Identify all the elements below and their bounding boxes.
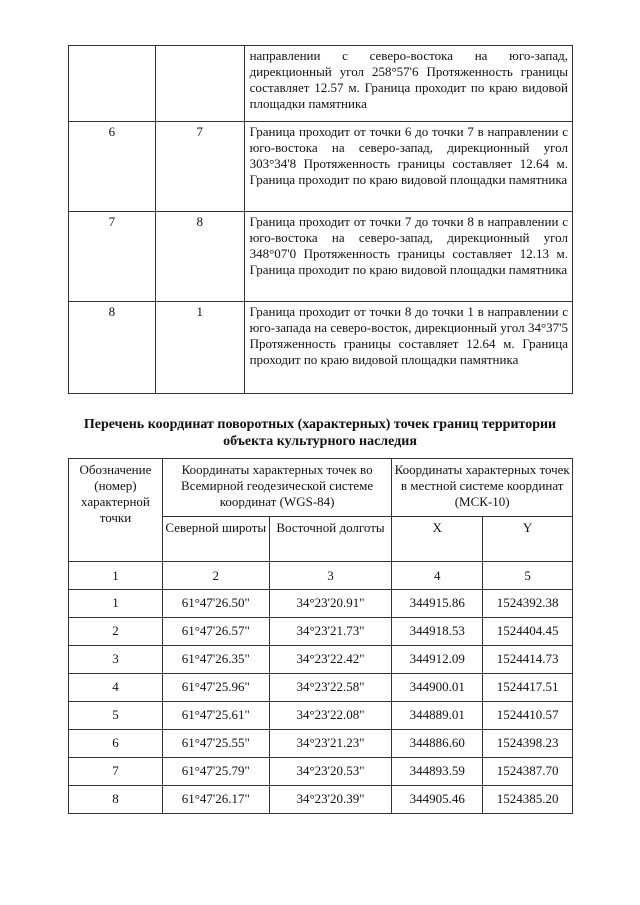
point-number-cell: 8 [69, 786, 163, 814]
to-point-cell: 1 [155, 302, 244, 394]
column-number: 5 [483, 562, 573, 590]
latitude-cell: 61°47'25.79" [162, 758, 269, 786]
y-cell: 1524414.73 [483, 646, 573, 674]
longitude-cell: 34°23'21.73" [269, 618, 392, 646]
wgs-header: Координаты характерных точек во Всемирной геодезической системе координат (WGS-84) [162, 459, 391, 517]
y-cell: 1524385.20 [483, 786, 573, 814]
to-point-cell: 8 [155, 212, 244, 302]
section-heading: Перечень координат поворотных (характерных) точек границ территории объекта культурного наследия [83, 417, 557, 449]
longitude-cell: 34°23'20.53" [269, 758, 392, 786]
from-point-cell: 6 [69, 122, 156, 212]
boundary-description-cell: Граница проходит от точки 8 до точки 1 в направлении с юго-запада на северо-восток, дирекционный угол 34°37'5 Протяженность границы составляет 12.64 м. Граница проходит по краю видовой площадки памятника [244, 302, 572, 394]
from-point-cell: 7 [69, 212, 156, 302]
column-number: 4 [392, 562, 483, 590]
longitude-cell: 34°23'22.08" [269, 702, 392, 730]
boundary-row [69, 46, 573, 122]
designation-header: Обозначение (номер) характерной точки [69, 459, 163, 562]
y-cell: 1524404.45 [483, 618, 573, 646]
coordinate-row [69, 590, 573, 618]
latitude-cell: 61°47'25.96" [162, 674, 269, 702]
msk-header: Координаты характерных точек в местной системе координат (МСК-10) [392, 459, 573, 517]
point-number-cell: 1 [69, 590, 163, 618]
longitude-header: Восточной долготы [269, 517, 392, 562]
x-cell: 344886.60 [392, 730, 483, 758]
from-point-cell: 8 [69, 302, 156, 394]
x-cell: 344918.53 [392, 618, 483, 646]
boundary-description-table [68, 45, 573, 394]
y-cell: 1524410.57 [483, 702, 573, 730]
header-row [69, 459, 573, 517]
column-number: 3 [269, 562, 392, 590]
longitude-cell: 34°23'20.91" [269, 590, 392, 618]
latitude-cell: 61°47'26.57" [162, 618, 269, 646]
x-cell: 344915.86 [392, 590, 483, 618]
latitude-cell: 61°47'26.35" [162, 646, 269, 674]
coordinate-row [69, 730, 573, 758]
point-number-cell: 7 [69, 758, 163, 786]
boundary-description-cell: Граница проходит от точки 6 до точки 7 в направлении с юго-востока на северо-запад, дирекционный угол 303°34'8 Протяженность границы составляет 12.64 м. Граница проходит по краю видовой площадки памятника [244, 122, 572, 212]
latitude-cell: 61°47'26.17" [162, 786, 269, 814]
latitude-cell: 61°47'25.61" [162, 702, 269, 730]
coordinate-row [69, 646, 573, 674]
x-cell: 344900.01 [392, 674, 483, 702]
y-cell: 1524392.38 [483, 590, 573, 618]
x-cell: 344889.01 [392, 702, 483, 730]
x-cell: 344905.46 [392, 786, 483, 814]
coordinate-row [69, 786, 573, 814]
column-number: 2 [162, 562, 269, 590]
longitude-cell: 34°23'22.58" [269, 674, 392, 702]
point-number-cell: 6 [69, 730, 163, 758]
y-header: Y [483, 517, 573, 562]
coordinate-row [69, 758, 573, 786]
x-cell: 344912.09 [392, 646, 483, 674]
boundary-description-cell: направлении с северо-востока на юго-запад, дирекционный угол 258°57'6 Протяженность границы составляет 12.57 м. Граница проходит по краю видовой площадки памятника [244, 46, 572, 122]
latitude-cell: 61°47'26.50" [162, 590, 269, 618]
to-point-cell: 7 [155, 122, 244, 212]
coordinate-row [69, 618, 573, 646]
boundary-row [69, 302, 573, 394]
x-header: X [392, 517, 483, 562]
longitude-cell: 34°23'22.42" [269, 646, 392, 674]
point-number-cell: 5 [69, 702, 163, 730]
longitude-cell: 34°23'20.39" [269, 786, 392, 814]
latitude-header: Северной широты [162, 517, 269, 562]
point-number-cell: 4 [69, 674, 163, 702]
point-number-cell: 3 [69, 646, 163, 674]
x-cell: 344893.59 [392, 758, 483, 786]
y-cell: 1524387.70 [483, 758, 573, 786]
latitude-cell: 61°47'25.55" [162, 730, 269, 758]
coordinate-row [69, 674, 573, 702]
boundary-description-cell: Граница проходит от точки 7 до точки 8 в направлении с юго-востока на северо-запад, дирекционный угол 348°07'0 Протяженность границы составляет 12.13 м. Граница проходит по краю видовой площадки памятника [244, 212, 572, 302]
y-cell: 1524398.23 [483, 730, 573, 758]
y-cell: 1524417.51 [483, 674, 573, 702]
coordinates-table [68, 458, 573, 814]
column-number: 1 [69, 562, 163, 590]
boundary-row [69, 122, 573, 212]
to-point-cell [155, 46, 244, 122]
boundary-row [69, 212, 573, 302]
longitude-cell: 34°23'21.23" [269, 730, 392, 758]
coordinate-row [69, 702, 573, 730]
from-point-cell [69, 46, 156, 122]
column-number-row [69, 562, 573, 590]
point-number-cell: 2 [69, 618, 163, 646]
